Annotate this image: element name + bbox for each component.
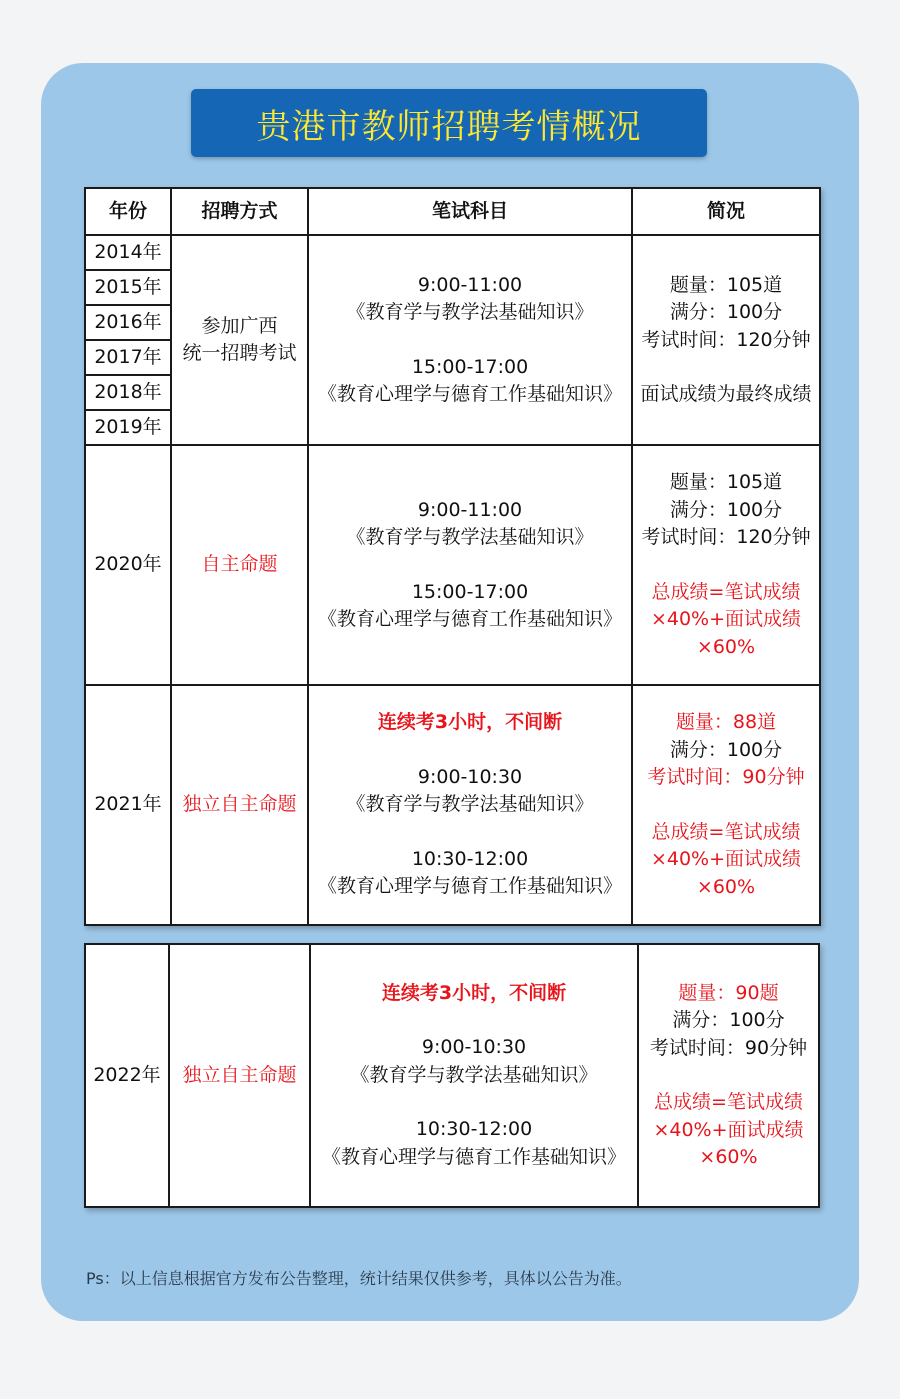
method-cell: 自主命题	[171, 445, 308, 685]
summary-note: 面试成绩为最终成绩	[640, 383, 812, 405]
exam-time: 10:30-12:00	[415, 1118, 533, 1141]
year-cell: 2021年	[85, 685, 171, 925]
summary-questions: 题量：88道	[675, 711, 777, 733]
header-summary: 简况	[632, 188, 820, 235]
exam-table	[84, 187, 821, 926]
exam-time: 9:00-10:30	[417, 765, 523, 788]
summary-questions: 题量：105道	[669, 273, 783, 296]
exam-subject: 《教育学与教学法基础知识》	[346, 526, 594, 548]
year-cell: 2017年	[85, 340, 171, 375]
summary-cell	[632, 445, 820, 685]
exam-subject: 《教育心理学与德育工作基础知识》	[317, 875, 622, 898]
exam-subject: 《教育心理学与德育工作基础知识》	[321, 1145, 626, 1168]
summary-duration: 考试时间：120分钟	[641, 526, 811, 548]
method-cell	[171, 235, 308, 445]
header-year: 年份	[85, 188, 171, 235]
exam-time: 9:00-10:30	[421, 1036, 527, 1059]
year-cell: 2014年	[85, 235, 171, 270]
exam-time: 9:00-11:00	[417, 273, 523, 296]
summary-cell	[632, 685, 820, 925]
summary-duration: 考试时间：90分钟	[649, 1036, 808, 1059]
subjects-cell	[310, 944, 638, 1207]
subjects-cell	[308, 685, 632, 925]
summary-total-formula: 总成绩=笔试成绩	[651, 820, 801, 843]
year-cell: 2022年	[85, 944, 169, 1207]
continuous-exam-note: 连续考3小时，不间断	[381, 981, 567, 1004]
year-cell: 2016年	[85, 305, 171, 340]
method-cell: 独立自主命题	[171, 685, 308, 925]
exam-subject: 《教育心理学与德育工作基础知识》	[317, 383, 622, 405]
exam-subject: 《教育学与教学法基础知识》	[346, 793, 594, 816]
exam-subject: 《教育心理学与德育工作基础知识》	[317, 608, 622, 630]
year-cell: 2020年	[85, 445, 171, 685]
summary-duration: 考试时间：90分钟	[647, 766, 805, 788]
summary-total-formula: 总成绩=笔试成绩	[651, 580, 801, 603]
footnote: Ps：以上信息根据官方发布公告整理，统计结果仅供参考，具体以公告为准。	[86, 1269, 632, 1288]
table-row	[85, 944, 819, 1207]
table-row	[85, 685, 820, 925]
summary-total-formula: ×60%	[696, 635, 756, 658]
continuous-exam-note: 连续考3小时，不间断	[377, 711, 563, 734]
summary-total-formula: ×40%+面试成绩	[653, 1118, 804, 1141]
summary-duration: 考试时间：120分钟	[641, 328, 811, 351]
summary-total-formula: ×40%+面试成绩	[650, 608, 802, 630]
summary-full-score: 满分：100分	[669, 738, 783, 761]
year-cell: 2015年	[85, 270, 171, 305]
summary-total-formula: ×60%	[696, 875, 756, 898]
summary-total-formula: ×40%+面试成绩	[650, 848, 802, 870]
exam-time: 9:00-11:00	[417, 498, 523, 521]
summary-full-score: 满分：100分	[669, 498, 783, 521]
page-title: 贵港市教师招聘考情概况	[191, 89, 707, 157]
exam-subject: 《教育学与教学法基础知识》	[346, 301, 594, 323]
exam-time: 15:00-17:00	[411, 355, 529, 378]
summary-cell	[632, 235, 820, 445]
year-cell: 2018年	[85, 375, 171, 410]
method-line: 参加广西	[201, 314, 278, 337]
table-row	[85, 235, 820, 270]
summary-full-score: 满分：100分	[672, 1009, 785, 1031]
summary-total-formula: 总成绩=笔试成绩	[654, 1091, 803, 1113]
summary-questions: 题量：105道	[669, 471, 783, 493]
subjects-cell	[308, 235, 632, 445]
year-cell: 2019年	[85, 410, 171, 445]
method-line: 统一招聘考试	[182, 342, 297, 364]
summary-questions: 题量：90题	[678, 981, 779, 1004]
exam-time: 10:30-12:00	[411, 847, 529, 870]
table-header-row	[85, 188, 820, 235]
summary-full-score: 满分：100分	[669, 301, 783, 323]
exam-subject: 《教育学与教学法基础知识》	[350, 1063, 598, 1086]
exam-table-2022	[84, 943, 820, 1208]
header-method: 招聘方式	[171, 188, 308, 235]
exam-time: 15:00-17:00	[411, 580, 529, 603]
summary-cell	[638, 944, 819, 1207]
method-cell: 独立自主命题	[169, 944, 310, 1207]
subjects-cell	[308, 445, 632, 685]
summary-total-formula: ×60%	[699, 1146, 758, 1168]
header-subjects: 笔试科目	[308, 188, 632, 235]
table-row	[85, 445, 820, 685]
